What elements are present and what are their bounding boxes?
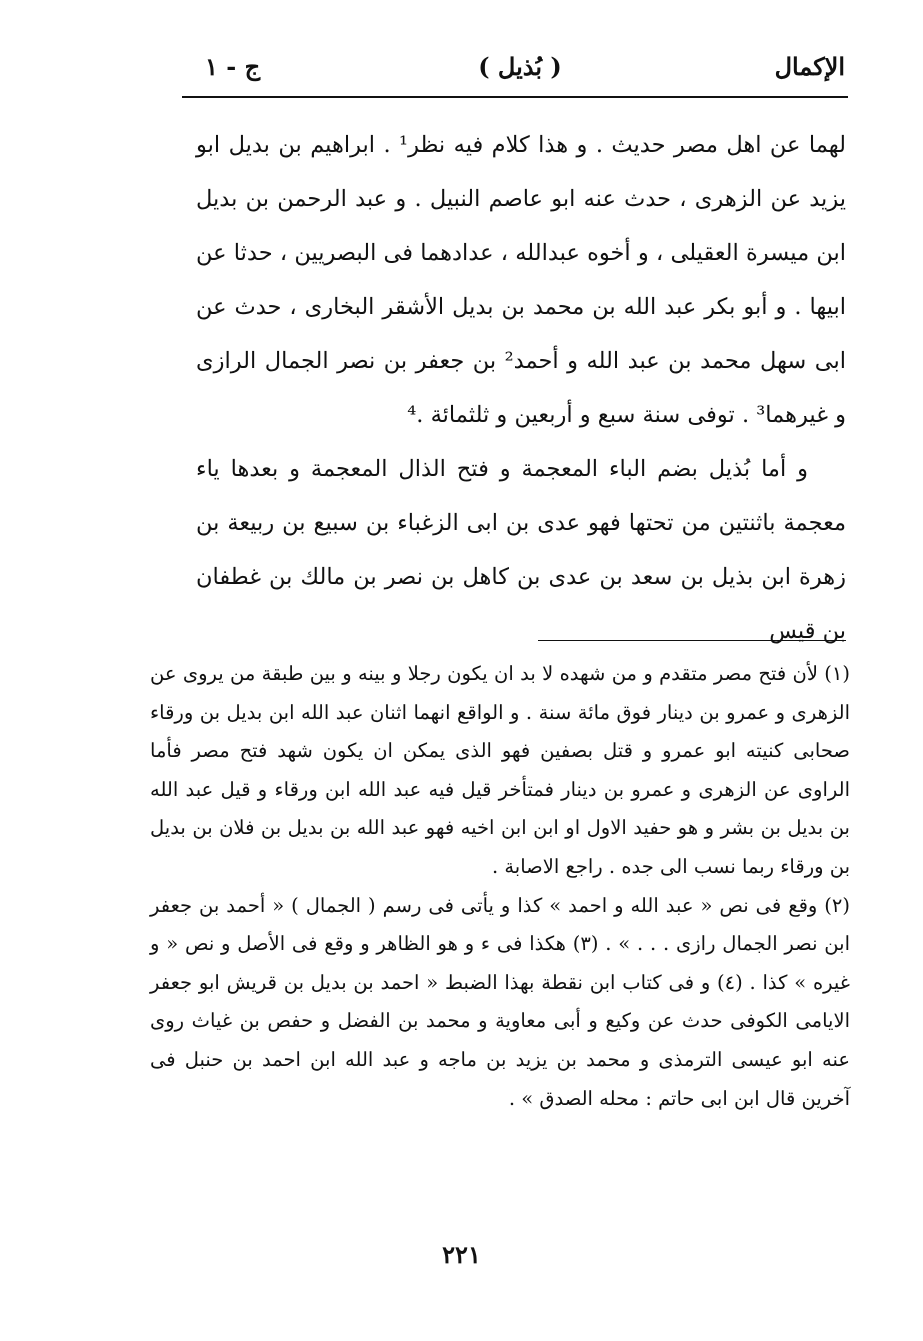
footnote-separator (538, 640, 846, 641)
running-title: الإكمال (774, 52, 845, 81)
footnote-1: (١) لأن فتح مصر متقدم و من شهده لا بد ان يكون رجلا و بينه و بين طبقة من يروى عن الزهرى و عمرو بن دينار فوق مائة سنة . و الواقع انهما اثنان عبد الله ابن بديل بن ورقاء صحابى كنيته ابو عمرو و قتل بصفين فهو الذى يمكن ان يكون شهد فتح مصر فأما الراوى عن الزهرى و عمرو بن دينار فمتأخر قيل فيه عبد الله ابن ورقاء و قيل عبد الله بن بديل بن بشر و هو حفيد الاول او ابن ابن اخيه فهو عبد الله بن بديل بن فلان بن بديل بن ورقاء ربما نسب الى جده . راجع الاصابة . (150, 662, 850, 878)
footnotes (150, 655, 850, 1118)
footnote-2-4: (٢) وقع فى نص « عبد الله و احمد » كذا و يأتى فى رسم ( الجمال ) « أحمد بن جعفر ابن نصر الجمال رازى . . . » . (٣) هكذا فى ء و هو الظاهر و وقع فى الأصل و نص « و غيره » كذا . (٤) و فى كتاب ابن نقطة بهذا الضبط « احمد بن بديل بن قريش ابو جعفر الايامى الكوفى حدث عن وكيع و أبى معاوية و محمد بن الفضل و حفص بن غياث روى عنه ابو عيسى الترمذى و محمد بن يزيد بن ماجه و عبد الله ابن احمد بن حنبل فى آخرين قال ابن ابى حاتم : محله الصدق » . (150, 893, 851, 1110)
main-text (196, 118, 846, 658)
volume-number: ج - ١ (205, 52, 261, 81)
page-header (195, 52, 845, 96)
page-number: ٢٢١ (442, 1240, 481, 1269)
body-paragraph: و أما بُذيل بضم الباء المعجمة و فتح الذال المعجمة و بعدها ياء معجمة باثنتين من تحتها فهو عدى بن ابى الزغباء بن سبيع بن ربيعة بن زهرة ابن بذيل بن سعد بن عدى بن كاهل بن نصر بن مالك بن غطفان بن قيس (196, 456, 846, 644)
body-paragraph: لهما عن اهل مصر حديث . و هذا كلام فيه نظر¹ . ابراهيم بن بديل ابو يزيد عن الزهرى ، حدث عنه ابو عاصم النبيل . و عبد الرحمن بن بديل ابن ميسرة العقيلى ، و أخوه عبدالله ، عدادهما فى البصريين ، حدثا عن ابيها . و أبو بكر عبد الله بن محمد بن بديل الأشقر البخارى ، حدث عن ابى سهل محمد بن عبد الله و أحمد² بن جعفر بن نصر الجمال الرازى و غيرهما³ . توفى سنة سبع و أربعين و ثلثمائة .⁴ (196, 132, 846, 428)
entry-name: ( بُذيل ) (478, 52, 562, 81)
header-rule (182, 96, 848, 98)
